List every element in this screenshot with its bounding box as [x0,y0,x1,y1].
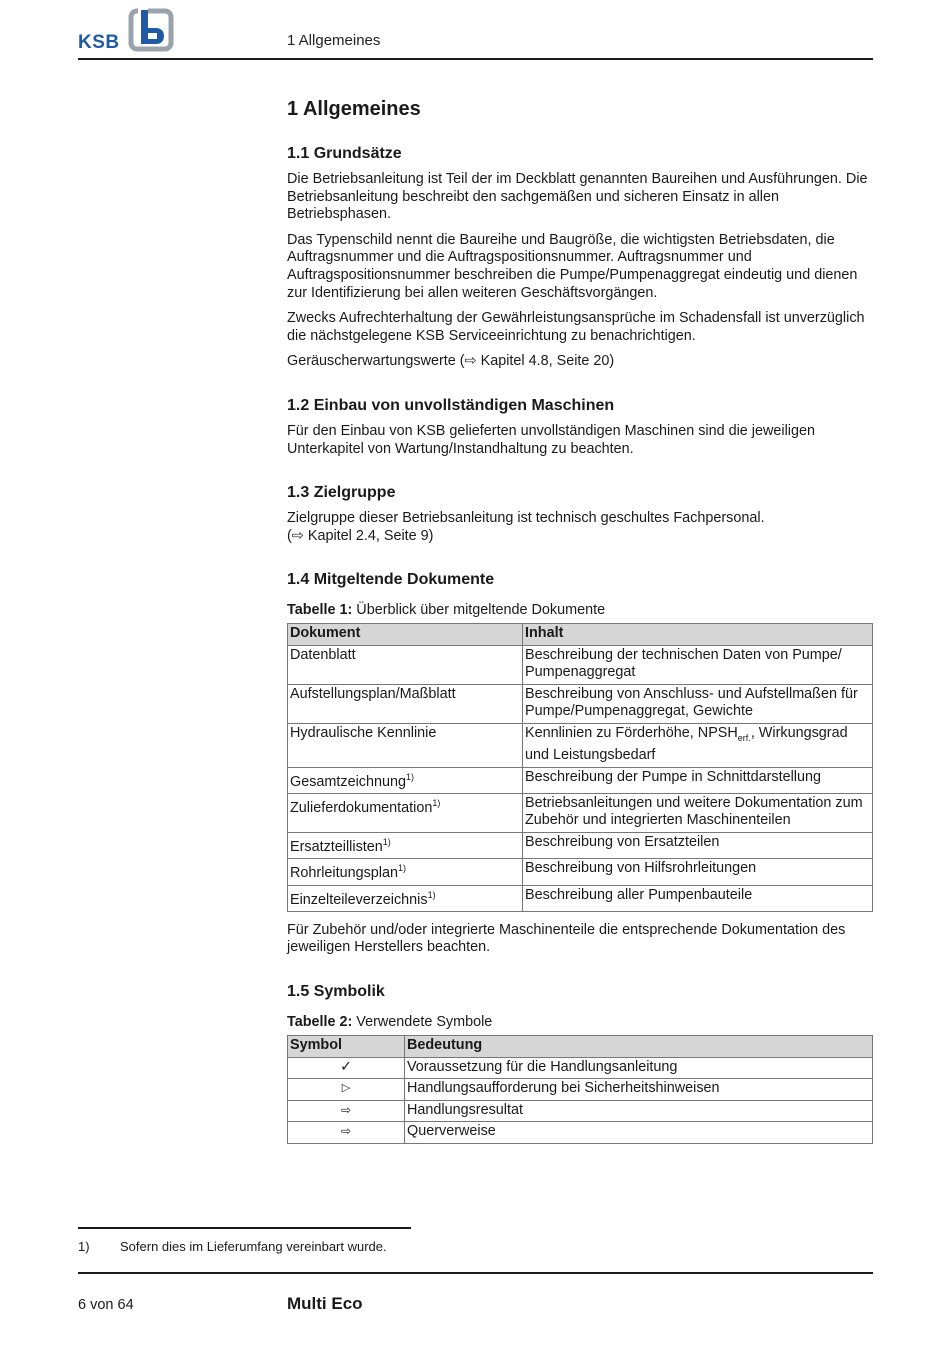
paragraph: Das Typenschild nennt die Baureihe und Baugröße, die wichtigsten Betriebsdaten, die Auftragsnummer und die Auftragspositionsnummer. Auftragsnummer und Auftragspositionsnummer beschreiben die Pumpe/Pumpenaggregat eindeutig und dienen zur Identifizierung bei allen weiteren Geschäftsvorgängen. [287,231,858,301]
footnote-rule [78,1227,411,1229]
section-heading: 1.5 Symbolik [287,983,385,1001]
content-text: , Wirkungsgrad und Leistungsbedarf [525,724,848,764]
meaning-cell: Voraussetzung für die Handlungsanleitung [405,1057,873,1079]
table-header-row [288,1036,873,1058]
section-heading: 1.2 Einbau von unvollständigen Maschinen [287,396,615,414]
doc-cell [288,793,523,832]
documents-table [287,623,873,912]
cross-reference[interactable]: (⇨ Kapitel 2.4, Seite 9) [287,527,434,544]
table-header-row [288,624,873,646]
column-header-bedeutung: Bedeutung [405,1036,873,1058]
paragraph: Zwecks Aufrechterhaltung der Gewährleistungsansprüche im Schadensfall ist unverzüglich die nächstgelegene KSB Serviceeinrichtung zu benachrichtigen. [287,310,865,344]
footnote-text: Sofern dies im Lieferumfang vereinbart wurde. [120,1239,387,1254]
content-cell: Betriebsanleitungen und weitere Dokumentation zum Zubehör und integrierten Maschinenteilen [523,793,873,832]
table-row [288,885,873,911]
doc-text: Gesamtzeichnung [290,773,406,790]
table-caption-label: Tabelle 2: [287,1014,353,1031]
footnote-marker[interactable]: 1) [427,889,436,900]
arrow-right-icon: ⇨ [288,1100,405,1122]
page-content [287,98,873,1170]
footnote-number: 1) [78,1239,90,1254]
table-row [288,684,873,723]
table-row [288,645,873,684]
column-header-inhalt: Inhalt [523,624,873,646]
section-einbau [287,397,873,458]
table-caption [287,1013,873,1031]
paragraph: Zielgruppe dieser Betriebsanleitung ist technisch geschultes Fachpersonal. [287,510,765,527]
content-cell [523,723,873,767]
ksb-logo-icon [128,8,174,52]
footnote-marker[interactable]: 1) [432,797,441,808]
section-grundsaetze [287,145,873,371]
section-symbolik [287,983,873,1144]
footnote-marker[interactable]: 1) [406,771,415,782]
paragraph: Für Zubehör und/oder integrierte Maschinenteile die entsprechende Dokumentation des jeweiligen Herstellers beachten. [287,921,846,956]
content-cell: Beschreibung der Pumpe in Schnittdarstellung [523,767,873,793]
table-row [288,793,873,832]
doc-cell: Aufstellungsplan/Maßblatt [288,684,523,723]
content-cell: Beschreibung von Hilfsrohrleitungen [523,859,873,885]
doc-text: Einzelteileverzeichnis [290,891,428,908]
doc-cell: Hydraulische Kennlinie [288,723,523,767]
table-row [288,1057,873,1079]
section-heading: 1.4 Mitgeltende Dokumente [287,571,495,589]
chapter-title: 1 Allgemeines [287,98,421,120]
doc-cell [288,832,523,858]
section-zielgruppe [287,484,873,545]
table-caption-text: Überblick über mitgeltende Dokumente [352,602,606,619]
table-caption-label: Tabelle 1: [287,602,353,619]
arrow-right-icon: ⇨ [288,1122,405,1144]
section-heading: 1.1 Grundsätze [287,145,402,162]
table-row [288,723,873,767]
paragraph: Die Betriebsanleitung ist Teil der im Deckblatt genannten Baureihen und Ausführungen. Die Betriebsanleitung beschreibt den sachgemäßen und sicheren Einsatz in allen Betriebsphasen. [287,171,868,223]
meaning-cell: Handlungsaufforderung bei Sicherheitshinweisen [405,1079,873,1101]
running-header: 1 Allgemeines [287,32,381,49]
page-number: 6 von 64 [78,1297,134,1313]
section-mitgeltende-dokumente [287,571,873,957]
meaning-cell: Handlungsresultat [405,1100,873,1122]
doc-text: Ersatzteillisten [290,838,383,855]
doc-cell: Datenblatt [288,645,523,684]
check-icon: ✓ [288,1057,405,1079]
symbols-table [287,1035,873,1144]
doc-cell [288,859,523,885]
doc-cell [288,767,523,793]
content-cell: Beschreibung der technischen Daten von Pumpe/ Pumpenaggregat [523,645,873,684]
table-row [288,1100,873,1122]
ksb-logo [78,8,174,52]
table-row [288,859,873,885]
section-heading: 1.3 Zielgruppe [287,484,396,502]
footer-rule [78,1272,873,1274]
doc-text: Rohrleitungsplan [290,865,399,882]
table-row [288,1122,873,1144]
footnote [78,1239,387,1254]
doc-cell [288,885,523,911]
subscript: erf. [737,732,751,743]
doc-text: Zulieferdokumentation [290,799,433,816]
footnote-marker[interactable]: 1) [398,863,407,874]
table-row [288,832,873,858]
content-cell: Beschreibung von Ersatzteilen [523,832,873,858]
content-cell: Beschreibung von Anschluss- und Aufstellmaßen für Pumpe/Pumpenaggregat, Gewichte [523,684,873,723]
content-cell: Beschreibung aller Pumpenbauteile [523,885,873,911]
table-caption [287,601,873,619]
triangle-right-icon: ▷ [288,1079,405,1101]
meaning-cell: Querverweise [405,1122,873,1144]
header-rule [78,58,873,60]
logo-text: KSB [78,32,120,53]
table-row [288,1079,873,1101]
footnote-marker[interactable]: 1) [382,836,391,847]
column-header-dokument: Dokument [288,624,523,646]
content-text: Kennlinien zu Förderhöhe, NPSH [525,724,738,741]
cross-reference[interactable]: Geräuscherwartungswerte (⇨ Kapitel 4.8, Seite 20) [287,353,615,370]
paragraph: Für den Einbau von KSB gelieferten unvollständigen Maschinen sind die jeweiligen Unterkapitel von Wartung/Instandhaltung zu beachten. [287,422,815,457]
product-name: Multi Eco [287,1294,363,1313]
table-caption-text: Verwendete Symbole [352,1014,493,1031]
table-row [288,767,873,793]
column-header-symbol: Symbol [288,1036,405,1058]
